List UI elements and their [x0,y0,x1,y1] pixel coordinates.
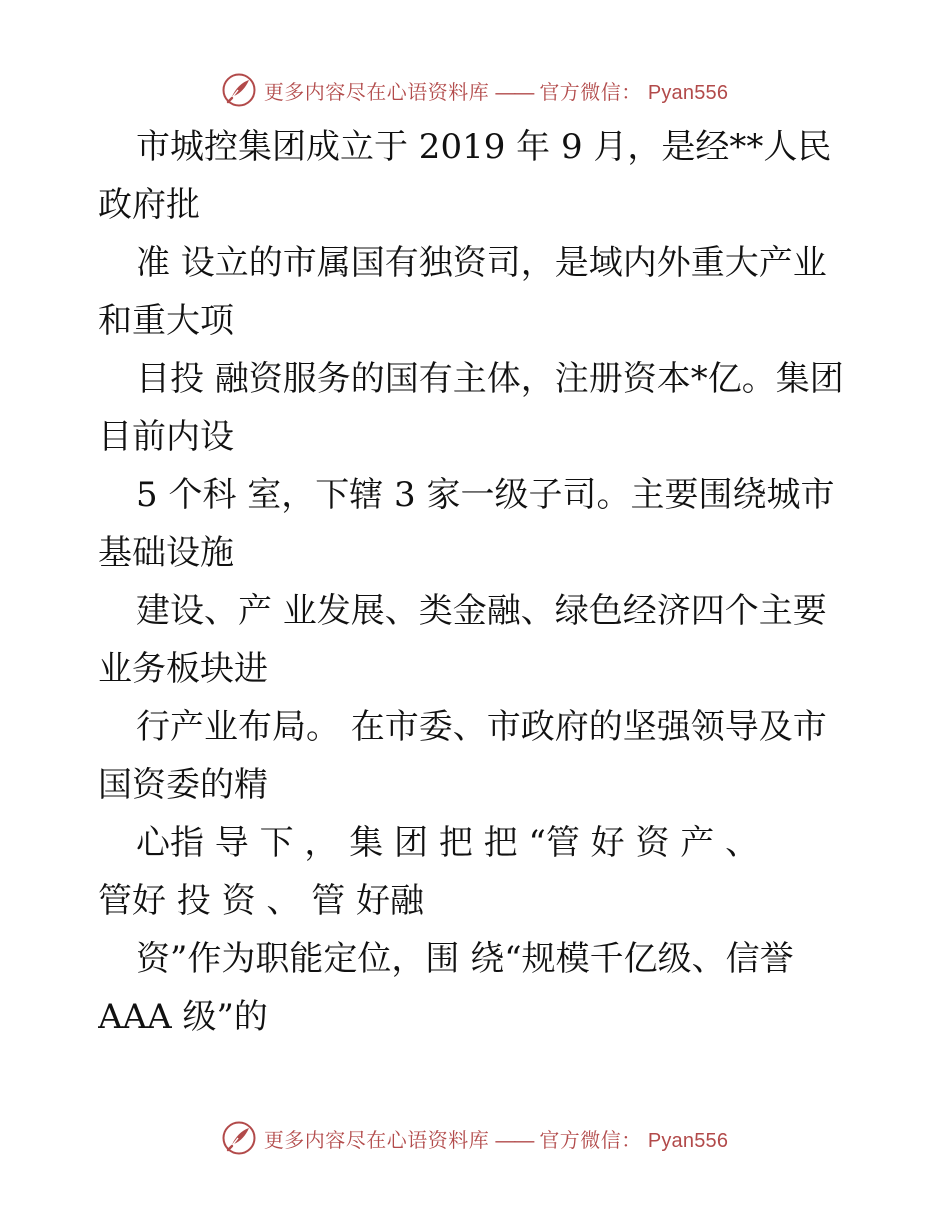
watermark-wechat-id: Pyan556 [647,1129,729,1152]
text-line: 心指 导 下 ， 集 团 把 把 “管 好 资 产 、 [136,823,760,863]
text-line: 5 个科 室，下辖 3 家一级子司。主要围绕城市 [136,475,835,515]
text-line: AAA 级”的 [98,997,268,1037]
text-line: 建设、产 业发展、类金融、绿色经济四个主要 [136,591,827,631]
watermark-dash: —— [495,81,534,104]
text-line: 准 设立的市属国有独资司，是域内外重大产业 [136,243,827,283]
document-body [98,118,858,1046]
text-line: 基础设施 [98,533,234,573]
text-line: 资”作为职能定位，围 绕“规模千亿级、信誉 [136,939,794,979]
watermark-suffix: 官方微信： [539,1127,642,1152]
text-line: 市城控集团成立于 2019 年 9 月，是经**人民 [136,127,832,167]
watermark-text [264,76,728,105]
text-line: 国资委的精 [98,765,268,805]
watermark-wechat-id: Pyan556 [647,81,729,104]
watermark-prefix: 更多内容尽在心语资料库 [263,1127,490,1152]
watermark-dash: —— [495,1129,534,1152]
text-line: 和重大项 [98,301,234,341]
text-line: 政府批 [98,185,200,225]
feather-pen-logo-icon [222,73,256,107]
feather-pen-logo-icon [222,1121,256,1155]
text-line: 行产业布局。 在市委、市政府的坚强领导及市 [136,707,827,747]
text-line: 管好 投 资 、 管 好融 [98,881,425,921]
header-watermark [0,70,950,110]
watermark-suffix: 官方微信： [539,79,642,104]
text-line: 目投 融资服务的国有主体，注册资本*亿。集团 [136,359,844,399]
watermark-prefix: 更多内容尽在心语资料库 [263,79,490,104]
watermark-text [264,1124,728,1153]
footer-watermark [0,1118,950,1158]
text-line: 目前内设 [98,417,234,457]
text-line: 业务板块进 [98,649,268,689]
